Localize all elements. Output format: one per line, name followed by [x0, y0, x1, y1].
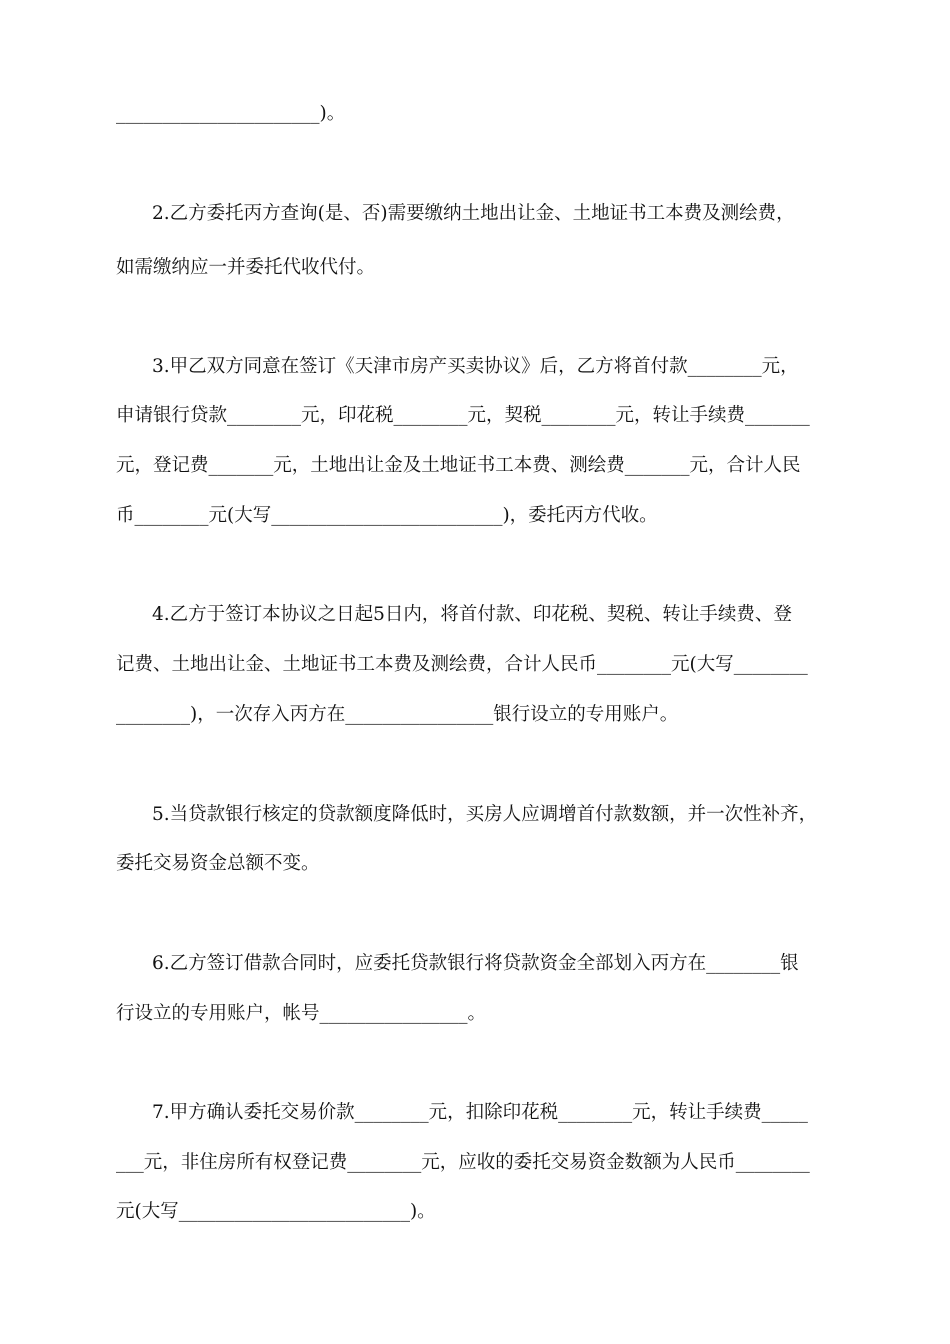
clause-4-line-1: 4.乙方于签订本协议之日起5日内，将首付款、印花税、契税、转让手续费、登 [152, 604, 792, 625]
blank-line-continuation: ______________________)。 [116, 103, 346, 124]
clause-3-line-2: 申请银行贷款________元，印花税________元，契税________元，转让手续费_______ [116, 405, 810, 426]
clause-2-line-1: 2.乙方委托丙方查询(是、否)需要缴纳土地出让金、土地证书工本费及测绘费， [152, 203, 795, 224]
clause-3-line-3: 元，登记费_______元，土地出让金及土地证书工本费、测绘费_______元，合计人民 [116, 455, 801, 476]
clause-5-line-2: 委托交易资金总额不变。 [116, 853, 320, 874]
clause-4-line-2: 记费、土地出让金、土地证书工本费及测绘费，合计人民币________元(大写________ [116, 654, 808, 675]
clause-3-line-4: 币________元(大写_________________________)，委托丙方代收。 [116, 505, 658, 526]
clause-2-line-2: 如需缴纳应一并委托代收代付。 [116, 257, 376, 278]
clause-3-line-1: 3.甲乙双方同意在签订《天津市房产买卖协议》后，乙方将首付款________元， [152, 356, 799, 377]
clause-7-line-1: 7.甲方确认委托交易价款________元，扣除印花税________元，转让手续费_____ [152, 1102, 808, 1123]
clause-6-line-2: 行设立的专用账户，帐号________________。 [116, 1003, 487, 1024]
clause-5-line-1: 5.当贷款银行核定的贷款额度降低时，买房人应调增首付款数额，并一次性补齐， [152, 804, 818, 825]
clause-4-line-3: ________)，一次存入丙方在________________银行设立的专用账户。 [116, 704, 679, 725]
clause-7-line-3: 元(大写_________________________)。 [116, 1201, 436, 1222]
clause-7-line-2: ___元，非住房所有权登记费________元，应收的委托交易资金数额为人民币________ [116, 1152, 810, 1173]
clause-6-line-1: 6.乙方签订借款合同时，应委托贷款银行将贷款资金全部划入丙方在________银 [152, 953, 799, 974]
